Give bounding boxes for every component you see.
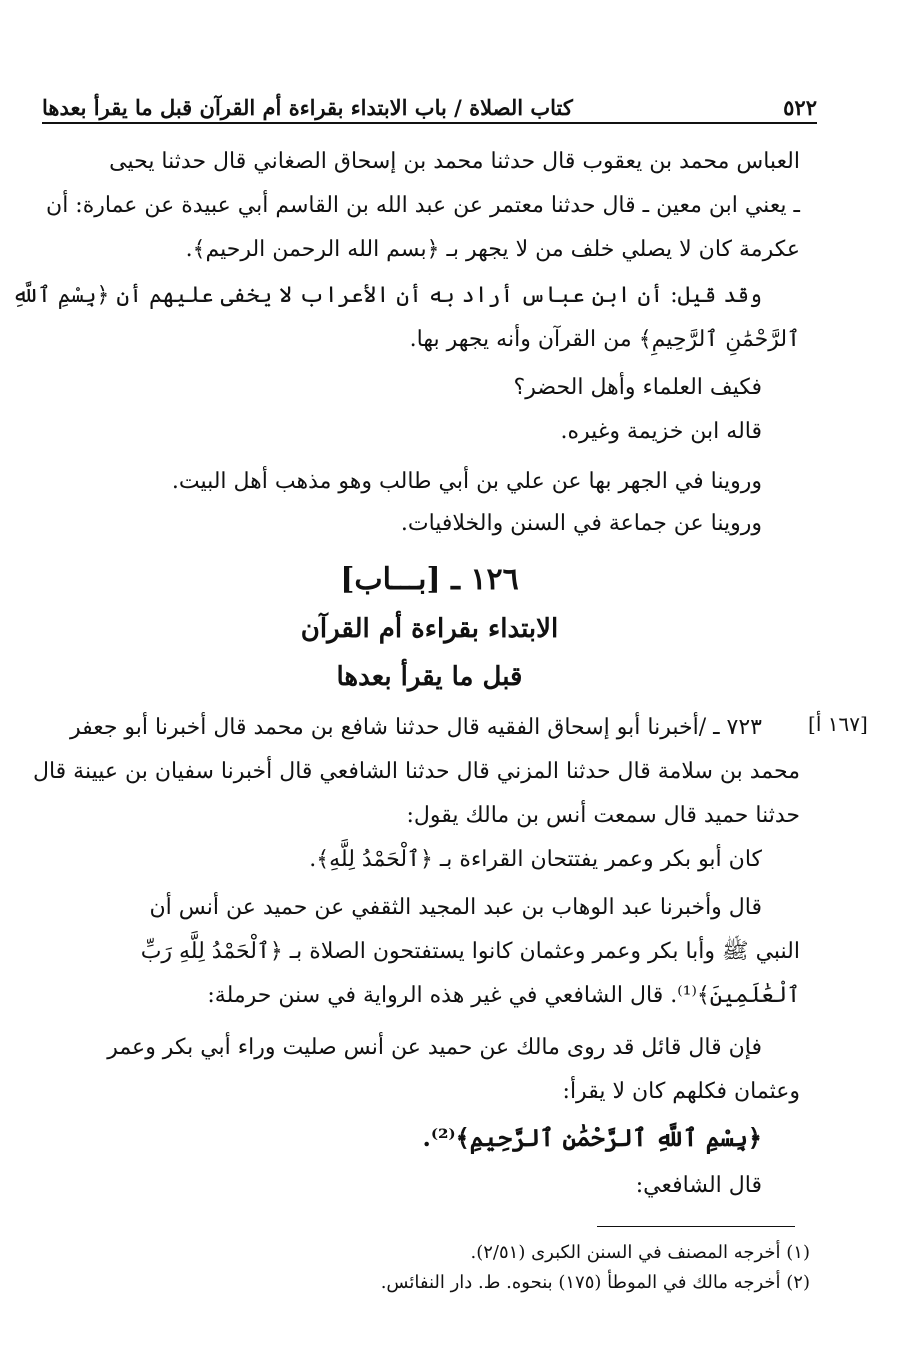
paragraph-3 — [40, 366, 800, 410]
footnote-2: (٢) أخرجه مالك في الموطأ (١٧٥) بنحوه. ط. دار النفائس. — [380, 1272, 810, 1293]
footnote-1: (١) أخرجه المصنف في السنن الكبرى (٢/٥١). — [470, 1242, 810, 1263]
text-line: حدثنا حميد قال سمعت أنس بن مالك يقول: — [406, 803, 800, 828]
header-rule — [42, 122, 817, 124]
hadith-723 — [32, 706, 800, 838]
paragraph-2 — [12, 274, 800, 362]
text-line: عكرمة كان لا يصلي خلف من لا يجهر بـ ﴿بسم الله الرحمن الرحيم﴾. — [185, 237, 800, 262]
paragraph-12 — [40, 1164, 800, 1208]
text-line: كان أبو بكر وعمر يفتتحان القراءة بـ ﴿ٱلْحَمْدُ لِلَّهِ﴾. — [309, 847, 762, 872]
paragraph-1 — [40, 140, 800, 272]
page-header — [42, 72, 817, 120]
text-line: وروينا عن جماعة في السنن والخلافيات. — [400, 511, 762, 536]
page-number: ٥٢٢ — [783, 95, 817, 120]
text-line: محمد بن سلامة قال حدثنا المزني قال حدثنا الشافعي قال أخبرنا سفيان بن عيينة قال — [32, 759, 800, 784]
footnote-rule — [597, 1226, 795, 1227]
paragraph-11 — [40, 1116, 800, 1160]
paragraph-9 — [40, 886, 800, 1018]
text-line: فإن قال قائل قد روى مالك عن حميد عن أنس صليت وراء أبي بكر وعمر — [107, 1035, 762, 1060]
text-line: وقد قيل: أن ابن عباس أراد به أن الأعراب لا يخفى عليهم أن ﴿بِسْمِ ٱللَّهِ — [12, 283, 762, 308]
paragraph-8 — [40, 838, 800, 882]
text-line: وروينا في الجهر بها عن علي بن أبي طالب وهو مذهب أهل البيت. — [171, 469, 762, 494]
text-line: قال وأخبرنا عبد الوهاب بن عبد المجيد الثقفي عن حميد عن أنس أن — [149, 895, 762, 920]
text-line: ٧٢٣ ـ /أخبرنا أبو إسحاق الفقيه قال حدثنا شافع بن محمد قال أخبرنا أبو جعفر — [69, 715, 762, 740]
text-line: قال الشافعي: — [635, 1173, 762, 1198]
text-line: ﴿بِسْمِ ٱللَّهِ ٱلرَّحْمَٰنِ ٱلرَّحِيمِ﴾⁽²⁾. — [422, 1123, 762, 1152]
text-line: ـ يعني ابن معين ـ قال حدثنا معتمر عن عبد الله بن القاسم أبي عبيدة عن عمارة: أن — [46, 193, 800, 218]
paragraph-4 — [40, 410, 800, 454]
text-line: النبي ﷺ وأبا بكر وعمر وعثمان كانوا يستفتحون الصلاة بـ ﴿ٱلْحَمْدُ لِلَّهِ رَبِّ — [140, 939, 800, 964]
text-line: وعثمان فكلهم كان لا يقرأ: — [562, 1079, 800, 1104]
chapter-subtitle-2: قبل ما يقرأ بعدها — [336, 662, 523, 692]
manuscript-folio-note: [١٦٧ أ] — [808, 712, 868, 736]
paragraph-5 — [40, 460, 800, 504]
text-line: فكيف العلماء وأهل الحضر؟ — [513, 375, 762, 400]
text-line: ٱلْعَٰلَمِينَ﴾⁽¹⁾. قال الشافعي في غير هذه الرواية في سنن حرملة: — [207, 983, 800, 1008]
text-line: ٱلرَّحْمَٰنِ ٱلرَّحِيمِ﴾ من القرآن وأنه يجهر بها. — [409, 327, 800, 352]
chapter-number-title: ١٢٦ ـ [بـــاب] — [340, 562, 519, 597]
chapter-subtitle-1: الابتداء بقراءة أم القرآن — [300, 614, 559, 644]
paragraph-10 — [40, 1026, 800, 1114]
paragraph-6 — [40, 502, 800, 546]
running-title: كتاب الصلاة / باب الابتداء بقراءة أم القرآن قبل ما يقرأ بعدها — [42, 95, 573, 120]
footnotes — [50, 1238, 810, 1298]
text-line: قاله ابن خزيمة وغيره. — [560, 419, 762, 444]
text-line: العباس محمد بن يعقوب قال حدثنا محمد بن إسحاق الصغاني قال حدثنا يحيى — [109, 149, 800, 174]
